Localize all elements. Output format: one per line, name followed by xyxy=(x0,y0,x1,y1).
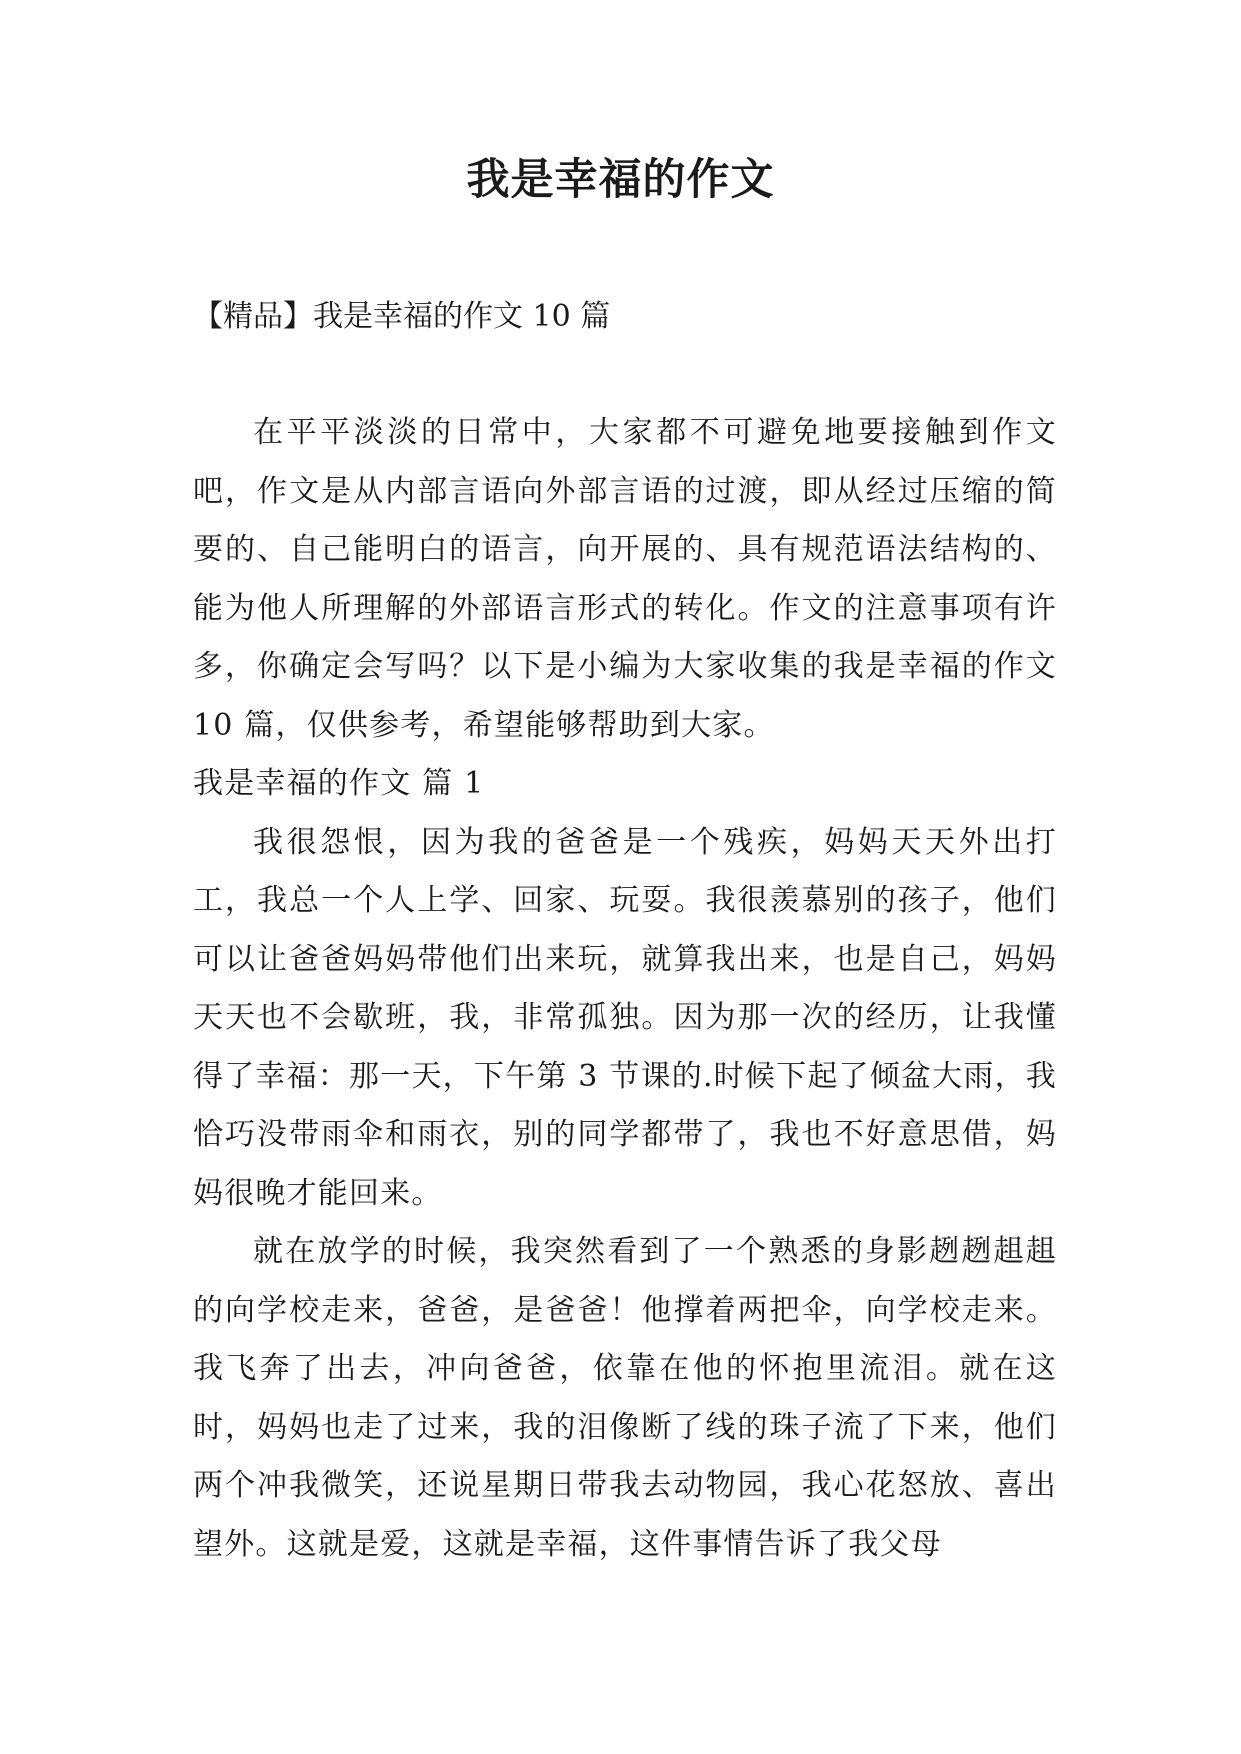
document-body xyxy=(193,404,1057,1574)
body-paragraph-1: 我很怨恨，因为我的爸爸是一个残疾，妈妈天天外出打工，我总一个人上学、回家、玩耍。我很羡慕别的孩子，他们可以让爸爸妈妈带他们出来玩，就算我出来，也是自己，妈妈天天也不会歇班，我，非常孤独。因为那一次的经历，让我懂得了幸福：那一天，下午第 3 节课的.时候下起了倾盆大雨，我恰巧没带雨伞和雨衣，别的同学都带了，我也不好意思借，妈妈很晚才能回来。 xyxy=(193,824,1057,1211)
body-paragraph-2: 就在放学的时候，我突然看到了一个熟悉的身影趔趔趄趄的向学校走来，爸爸，是爸爸！他撑着两把伞，向学校走来。我飞奔了出去，冲向爸爸，依靠在他的怀抱里流泪。就在这时，妈妈也走了过来，我的泪像断了线的珠子流了下来，他们两个冲我微笑，还说星期日带我去动物园，我心花怒放、喜出望外。这就是爱，这就是幸福，这件事情告诉了我父母 xyxy=(193,1234,1057,1562)
section-heading: 我是幸福的作文 篇 1 xyxy=(193,766,485,801)
page-title: 我是幸福的作文 xyxy=(466,155,775,205)
intro-paragraph: 在平平淡淡的日常中，大家都不可避免地要接触到作文吧，作文是从内部言语向外部言语的过渡，即从经过压缩的简要的、自己能明白的语言，向开展的、具有规范语法结构的、能为他人所理解的外部语言形式的转化。作文的注意事项有许多，你确定会写吗？以下是小编为大家收集的我是幸福的作文 10 篇，仅供参考，希望能够帮助到大家。 xyxy=(193,415,1057,743)
document-subtitle: 【精品】我是幸福的作文 10 篇 xyxy=(193,299,611,334)
